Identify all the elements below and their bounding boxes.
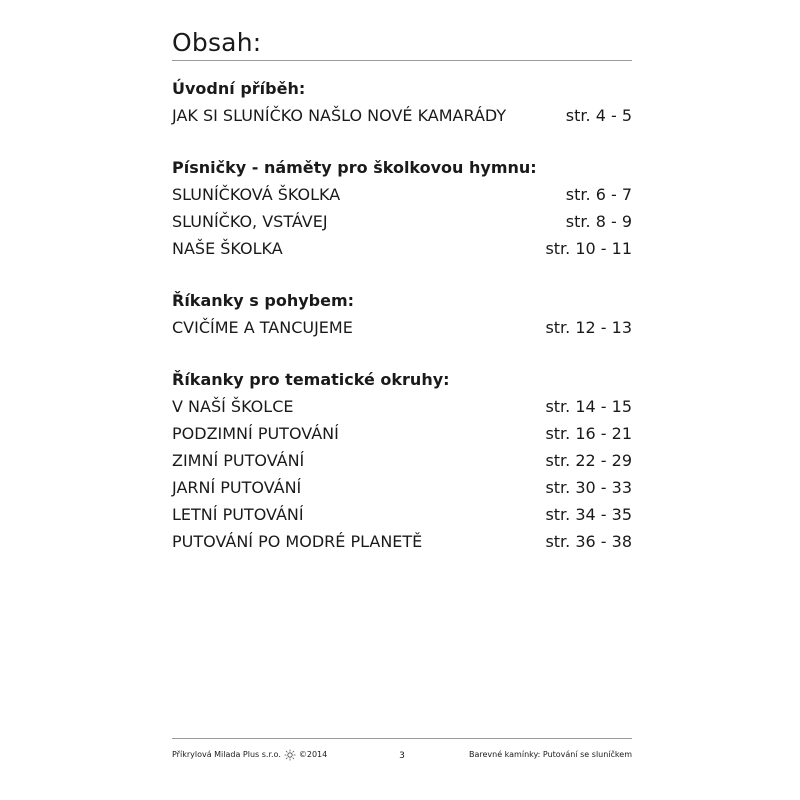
entry-pages: str. 14 - 15 bbox=[545, 397, 632, 416]
toc-section-intro bbox=[172, 76, 632, 129]
entry-title: JARNÍ PUTOVÁNÍ bbox=[172, 478, 302, 497]
entry-pages: str. 6 - 7 bbox=[565, 185, 632, 204]
toc-entry bbox=[172, 181, 632, 208]
entry-pages: str. 10 - 11 bbox=[545, 239, 632, 258]
toc-entry bbox=[172, 447, 632, 474]
toc-entry bbox=[172, 235, 632, 262]
entry-pages: str. 30 - 33 bbox=[545, 478, 632, 497]
toc-section-thematic-rhymes bbox=[172, 367, 632, 555]
section-heading: Říkanky s pohybem: bbox=[172, 291, 355, 310]
entry-pages: str. 16 - 21 bbox=[545, 424, 632, 443]
title-divider bbox=[172, 60, 632, 61]
section-heading: Říkanky pro tematické okruhy: bbox=[172, 370, 450, 389]
toc-section-movement-rhymes bbox=[172, 288, 632, 341]
toc-entry bbox=[172, 420, 632, 447]
entry-pages: str. 8 - 9 bbox=[565, 212, 632, 231]
entry-title: PUTOVÁNÍ PO MODRÉ PLANETĚ bbox=[172, 532, 423, 551]
entry-pages: str. 36 - 38 bbox=[545, 532, 632, 551]
entry-pages: str. 34 - 35 bbox=[545, 505, 632, 524]
table-of-contents bbox=[172, 76, 632, 581]
section-heading: Úvodní příběh: bbox=[172, 79, 306, 98]
toc-entry bbox=[172, 393, 632, 420]
footer-publisher: Příkrylová Milada Plus s.r.o. bbox=[172, 750, 281, 759]
entry-title: NAŠE ŠKOLKA bbox=[172, 239, 283, 258]
footer-divider bbox=[172, 738, 632, 739]
page-title: Obsah: bbox=[172, 28, 262, 57]
footer-book-title: Barevné kamínky: Putování se sluníčkem bbox=[468, 750, 632, 759]
entry-pages: str. 12 - 13 bbox=[545, 318, 632, 337]
toc-entry bbox=[172, 528, 632, 555]
footer-year: ©2014 bbox=[298, 750, 328, 759]
entry-title: LETNÍ PUTOVÁNÍ bbox=[172, 505, 304, 524]
toc-entry bbox=[172, 474, 632, 501]
entry-title: JAK SI SLUNÍČKO NAŠLO NOVÉ KAMARÁDY bbox=[172, 106, 507, 125]
entry-title: V NAŠÍ ŠKOLCE bbox=[172, 397, 294, 416]
entry-title: CVIČÍME A TANCUJEME bbox=[172, 318, 353, 337]
entry-title: SLUNÍČKO, VSTÁVEJ bbox=[172, 212, 328, 231]
entry-title: ZIMNÍ PUTOVÁNÍ bbox=[172, 451, 305, 470]
entry-title: SLUNÍČKOVÁ ŠKOLKA bbox=[172, 185, 341, 204]
toc-entry bbox=[172, 314, 632, 341]
toc-entry bbox=[172, 208, 632, 235]
entry-pages: str. 22 - 29 bbox=[545, 451, 632, 470]
entry-pages: str. 4 - 5 bbox=[565, 106, 632, 125]
section-heading: Písničky - náměty pro školkovou hymnu: bbox=[172, 158, 537, 177]
toc-entry bbox=[172, 102, 632, 129]
page-footer bbox=[172, 748, 632, 762]
entry-title: PODZIMNÍ PUTOVÁNÍ bbox=[172, 424, 339, 443]
page-number: 3 bbox=[399, 751, 405, 761]
toc-entry bbox=[172, 501, 632, 528]
toc-section-songs bbox=[172, 155, 632, 262]
